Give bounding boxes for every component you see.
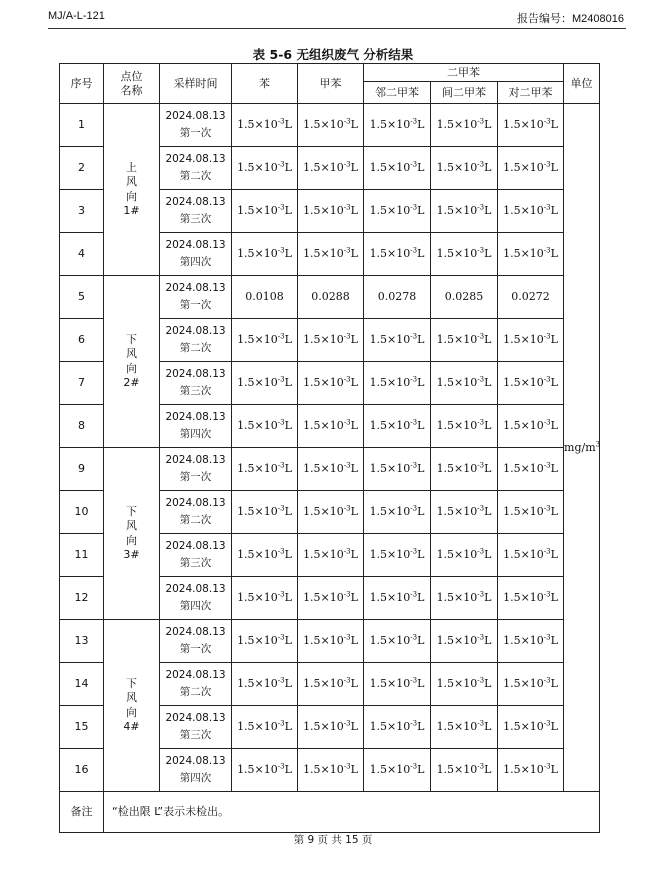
unit-cell: [564, 104, 600, 792]
value-o-xylene: $1.5\times 10^{-3}L$: [364, 362, 431, 405]
value-o-xylene: $1.5\times 10^{-3}L$: [364, 147, 431, 190]
row-number: 9: [60, 448, 104, 491]
value-benzene: 0.0108: [232, 276, 298, 319]
row-number: 1: [60, 104, 104, 147]
value-toluene: $1.5\times 10^{-3}L$: [298, 233, 364, 276]
value-o-xylene: $1.5\times 10^{-3}L$: [364, 706, 431, 749]
header-point-label: 点位名称: [120, 69, 143, 97]
row-number: 10: [60, 491, 104, 534]
value-toluene: $1.5\times 10^{-3}L$: [298, 190, 364, 233]
sampling-time: [160, 663, 232, 706]
value-o-xylene: $1.5\times 10^{-3}L$: [364, 405, 431, 448]
row-number: 13: [60, 620, 104, 663]
unit-superscript: 3: [595, 439, 601, 448]
row-number: 6: [60, 319, 104, 362]
value-toluene: $1.5\times 10^{-3}L$: [298, 362, 364, 405]
value-m-xylene: $1.5\times 10^{-3}L$: [431, 534, 498, 577]
sampling-order: 第四次: [179, 255, 212, 268]
sampling-order: 第四次: [179, 427, 212, 440]
row-number: 16: [60, 749, 104, 792]
value-toluene: $1.5\times 10^{-3}L$: [298, 749, 364, 792]
value-m-xylene: $1.5\times 10^{-3}L$: [431, 577, 498, 620]
sampling-time: [160, 190, 232, 233]
header-xylene-group: 二甲苯: [364, 64, 564, 82]
value-p-xylene: $1.5\times 10^{-3}L$: [498, 534, 564, 577]
point-name: 下 风 向 3#: [104, 448, 160, 620]
value-o-xylene: $1.5\times 10^{-3}L$: [364, 491, 431, 534]
sampling-order: 第三次: [179, 212, 212, 225]
header-toluene: 甲苯: [298, 64, 364, 104]
row-number: 4: [60, 233, 104, 276]
value-m-xylene: $1.5\times 10^{-3}L$: [431, 663, 498, 706]
sampling-date: 2024.08.13: [165, 368, 226, 381]
sampling-order: 第四次: [179, 771, 212, 784]
value-benzene: $1.5\times 10^{-3}L$: [232, 405, 298, 448]
row-number: 5: [60, 276, 104, 319]
point-name: 下 风 向 4#: [104, 620, 160, 792]
document-code: MJ/A-L-121: [48, 10, 105, 22]
value-p-xylene: 0.0272: [498, 276, 564, 319]
value-benzene: $1.5\times 10^{-3}L$: [232, 104, 298, 147]
sampling-order: 第一次: [179, 298, 212, 311]
header-m-xylene: 间二甲苯: [431, 82, 498, 104]
sampling-date: 2024.08.13: [165, 712, 226, 725]
sampling-order: 第一次: [179, 126, 212, 139]
sampling-date: 2024.08.13: [165, 583, 226, 596]
value-m-xylene: $1.5\times 10^{-3}L$: [431, 706, 498, 749]
point-name: 下 风 向 2#: [104, 276, 160, 448]
value-benzene: $1.5\times 10^{-3}L$: [232, 534, 298, 577]
value-m-xylene: $1.5\times 10^{-3}L$: [431, 620, 498, 663]
value-toluene: $1.5\times 10^{-3}L$: [298, 706, 364, 749]
sampling-date: 2024.08.13: [165, 411, 226, 424]
sampling-order: 第二次: [179, 513, 212, 526]
value-toluene: 0.0288: [298, 276, 364, 319]
sampling-time: [160, 448, 232, 491]
sampling-time: [160, 706, 232, 749]
value-p-xylene: $1.5\times 10^{-3}L$: [498, 448, 564, 491]
sampling-time: [160, 534, 232, 577]
value-o-xylene: $1.5\times 10^{-3}L$: [364, 577, 431, 620]
value-m-xylene: $1.5\times 10^{-3}L$: [431, 362, 498, 405]
value-benzene: $1.5\times 10^{-3}L$: [232, 448, 298, 491]
value-toluene: $1.5\times 10^{-3}L$: [298, 104, 364, 147]
row-number: 3: [60, 190, 104, 233]
value-o-xylene: $1.5\times 10^{-3}L$: [364, 319, 431, 362]
value-p-xylene: $1.5\times 10^{-3}L$: [498, 147, 564, 190]
value-p-xylene: $1.5\times 10^{-3}L$: [498, 319, 564, 362]
value-p-xylene: $1.5\times 10^{-3}L$: [498, 663, 564, 706]
sampling-date: 2024.08.13: [165, 626, 226, 639]
value-toluene: $1.5\times 10^{-3}L$: [298, 620, 364, 663]
value-m-xylene: $1.5\times 10^{-3}L$: [431, 491, 498, 534]
value-toluene: $1.5\times 10^{-3}L$: [298, 663, 364, 706]
sampling-time: [160, 319, 232, 362]
row-number: 2: [60, 147, 104, 190]
sampling-date: 2024.08.13: [165, 497, 226, 510]
row-number: 12: [60, 577, 104, 620]
header-o-xylene: 邻二甲苯: [364, 82, 431, 104]
sampling-time: [160, 104, 232, 147]
value-toluene: $1.5\times 10^{-3}L$: [298, 448, 364, 491]
value-benzene: $1.5\times 10^{-3}L$: [232, 362, 298, 405]
sampling-time: [160, 276, 232, 319]
value-toluene: $1.5\times 10^{-3}L$: [298, 405, 364, 448]
value-p-xylene: $1.5\times 10^{-3}L$: [498, 749, 564, 792]
header-benzene: 苯: [232, 64, 298, 104]
sampling-time: [160, 577, 232, 620]
note-text: “检出限 L”表示未检出。: [104, 792, 600, 833]
sampling-order: 第一次: [179, 470, 212, 483]
sampling-date: 2024.08.13: [165, 196, 226, 209]
row-number: 8: [60, 405, 104, 448]
sampling-date: 2024.08.13: [165, 755, 226, 768]
value-p-xylene: $1.5\times 10^{-3}L$: [498, 104, 564, 147]
sampling-order: 第四次: [179, 599, 212, 612]
row-number: 14: [60, 663, 104, 706]
value-o-xylene: 0.0278: [364, 276, 431, 319]
value-p-xylene: $1.5\times 10^{-3}L$: [498, 233, 564, 276]
value-p-xylene: $1.5\times 10^{-3}L$: [498, 706, 564, 749]
sampling-order: 第二次: [179, 341, 212, 354]
point-name: 上 风 向 1#: [104, 104, 160, 276]
value-benzene: $1.5\times 10^{-3}L$: [232, 749, 298, 792]
value-m-xylene: $1.5\times 10^{-3}L$: [431, 147, 498, 190]
header-no: 序号: [60, 64, 104, 104]
sampling-time: [160, 362, 232, 405]
sampling-time: [160, 749, 232, 792]
header-divider: [48, 28, 626, 29]
value-o-xylene: $1.5\times 10^{-3}L$: [364, 749, 431, 792]
value-o-xylene: $1.5\times 10^{-3}L$: [364, 190, 431, 233]
value-benzene: $1.5\times 10^{-3}L$: [232, 706, 298, 749]
value-p-xylene: $1.5\times 10^{-3}L$: [498, 405, 564, 448]
note-label: 备注: [60, 792, 104, 833]
table-title: 表 5-6 无组织废气 分析结果: [252, 47, 414, 62]
header-point: [104, 64, 160, 104]
value-m-xylene: $1.5\times 10^{-3}L$: [431, 104, 498, 147]
sampling-time: [160, 405, 232, 448]
report-number: 报告编号：M2408016: [517, 13, 624, 25]
value-m-xylene: $1.5\times 10^{-3}L$: [431, 233, 498, 276]
value-m-xylene: $1.5\times 10^{-3}L$: [431, 319, 498, 362]
table-row: [60, 448, 600, 491]
value-m-xylene: 0.0285: [431, 276, 498, 319]
sampling-date: 2024.08.13: [165, 110, 226, 123]
sampling-order: 第二次: [179, 169, 212, 182]
value-benzene: $1.5\times 10^{-3}L$: [232, 190, 298, 233]
sampling-order: 第二次: [179, 685, 212, 698]
value-m-xylene: $1.5\times 10^{-3}L$: [431, 749, 498, 792]
header-unit: 单位: [564, 64, 600, 104]
sampling-date: 2024.08.13: [165, 239, 226, 252]
row-number: 11: [60, 534, 104, 577]
value-toluene: $1.5\times 10^{-3}L$: [298, 534, 364, 577]
value-o-xylene: $1.5\times 10^{-3}L$: [364, 104, 431, 147]
sampling-date: 2024.08.13: [165, 153, 226, 166]
value-benzene: $1.5\times 10^{-3}L$: [232, 233, 298, 276]
results-table: [59, 63, 600, 833]
unit-value: mg/m: [564, 440, 596, 454]
value-benzene: $1.5\times 10^{-3}L$: [232, 319, 298, 362]
table-row: [60, 276, 600, 319]
header-time: 采样时间: [160, 64, 232, 104]
value-benzene: $1.5\times 10^{-3}L$: [232, 577, 298, 620]
value-benzene: $1.5\times 10^{-3}L$: [232, 620, 298, 663]
value-benzene: $1.5\times 10^{-3}L$: [232, 663, 298, 706]
value-p-xylene: $1.5\times 10^{-3}L$: [498, 491, 564, 534]
value-o-xylene: $1.5\times 10^{-3}L$: [364, 663, 431, 706]
sampling-date: 2024.08.13: [165, 282, 226, 295]
value-p-xylene: $1.5\times 10^{-3}L$: [498, 190, 564, 233]
value-m-xylene: $1.5\times 10^{-3}L$: [431, 448, 498, 491]
value-benzene: $1.5\times 10^{-3}L$: [232, 147, 298, 190]
sampling-time: [160, 233, 232, 276]
value-o-xylene: $1.5\times 10^{-3}L$: [364, 233, 431, 276]
sampling-order: 第三次: [179, 556, 212, 569]
sampling-order: 第三次: [179, 728, 212, 741]
table-row: [60, 104, 600, 147]
value-toluene: $1.5\times 10^{-3}L$: [298, 319, 364, 362]
sampling-date: 2024.08.13: [165, 669, 226, 682]
value-toluene: $1.5\times 10^{-3}L$: [298, 147, 364, 190]
row-number: 7: [60, 362, 104, 405]
sampling-time: [160, 491, 232, 534]
row-number: 15: [60, 706, 104, 749]
value-m-xylene: $1.5\times 10^{-3}L$: [431, 405, 498, 448]
value-p-xylene: $1.5\times 10^{-3}L$: [498, 577, 564, 620]
value-m-xylene: $1.5\times 10^{-3}L$: [431, 190, 498, 233]
page-footer: 第 9 页 共 15 页: [293, 834, 373, 846]
value-p-xylene: $1.5\times 10^{-3}L$: [498, 620, 564, 663]
value-o-xylene: $1.5\times 10^{-3}L$: [364, 620, 431, 663]
table-row: [60, 620, 600, 663]
sampling-date: 2024.08.13: [165, 325, 226, 338]
value-toluene: $1.5\times 10^{-3}L$: [298, 577, 364, 620]
sampling-date: 2024.08.13: [165, 540, 226, 553]
sampling-order: 第三次: [179, 384, 212, 397]
header-p-xylene: 对二甲苯: [498, 82, 564, 104]
value-toluene: $1.5\times 10^{-3}L$: [298, 491, 364, 534]
sampling-time: [160, 147, 232, 190]
value-benzene: $1.5\times 10^{-3}L$: [232, 491, 298, 534]
sampling-order: 第一次: [179, 642, 212, 655]
value-p-xylene: $1.5\times 10^{-3}L$: [498, 362, 564, 405]
value-o-xylene: $1.5\times 10^{-3}L$: [364, 448, 431, 491]
sampling-date: 2024.08.13: [165, 454, 226, 467]
value-o-xylene: $1.5\times 10^{-3}L$: [364, 534, 431, 577]
sampling-time: [160, 620, 232, 663]
